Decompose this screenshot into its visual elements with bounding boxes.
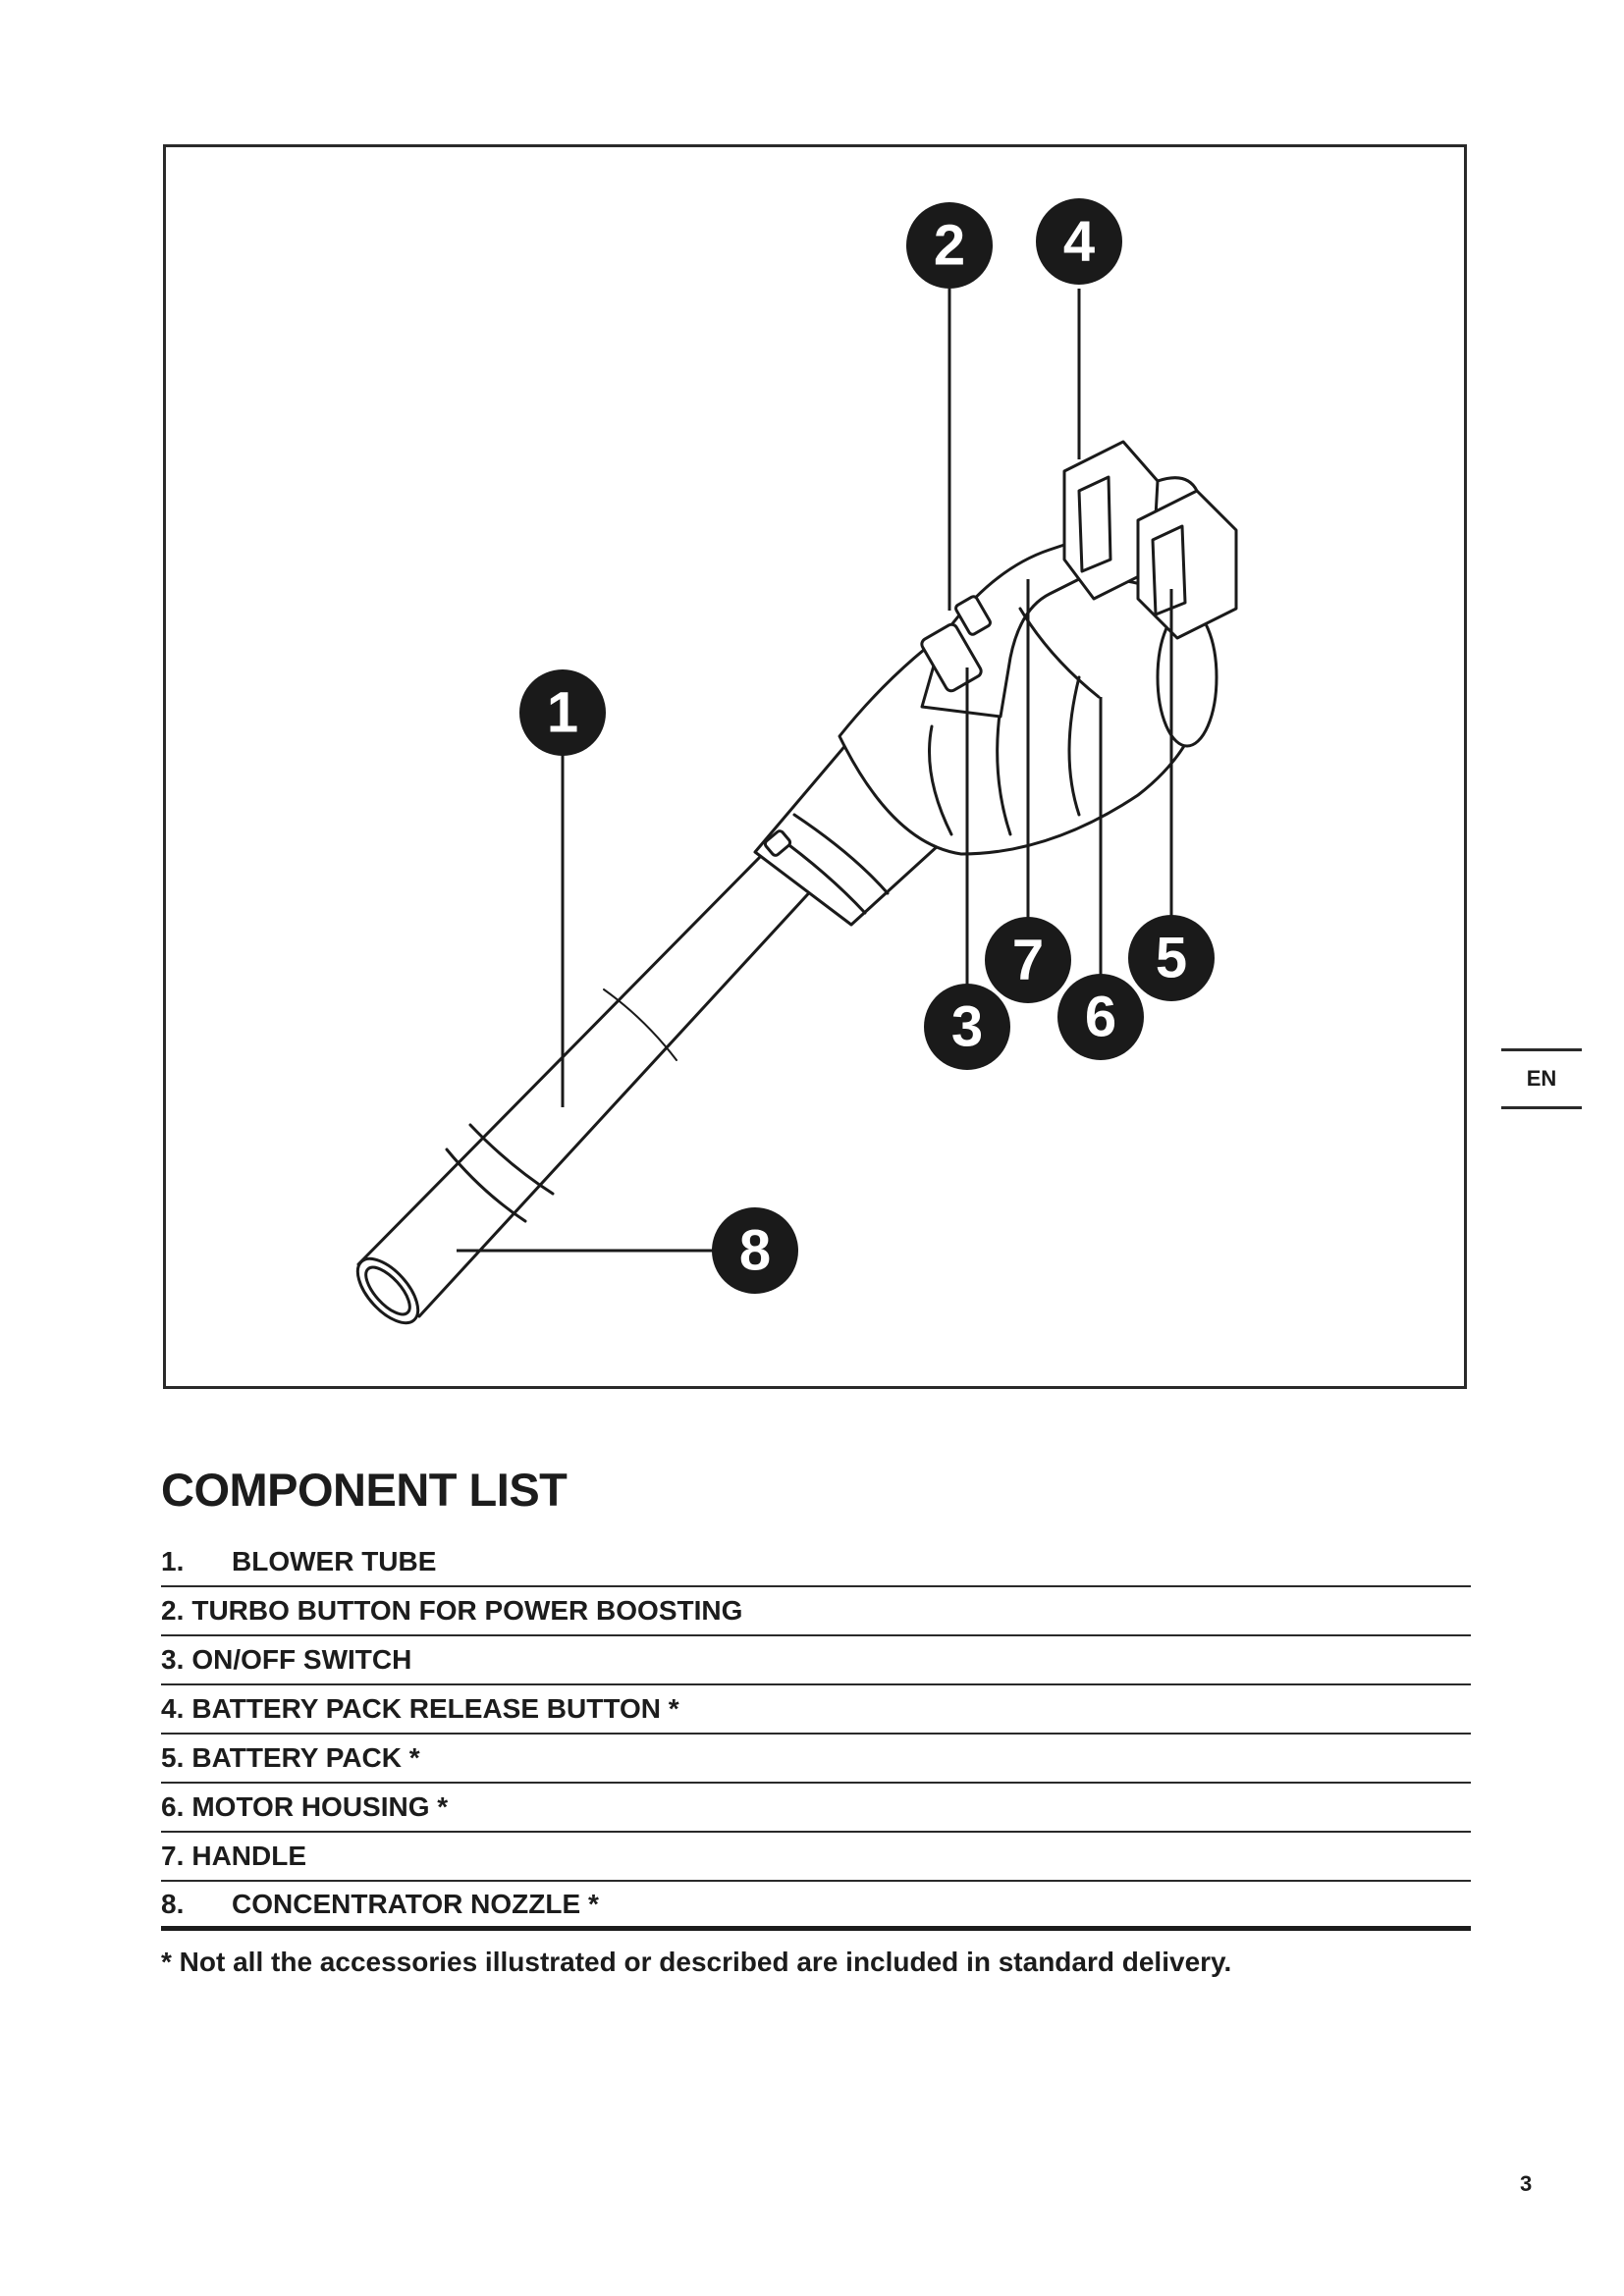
list-item [161,1735,1471,1784]
list-item [161,1587,1471,1636]
callout-1-label: 1 [546,680,579,745]
list-item-number: 2. [161,1595,185,1626]
list-item-number: 1. [161,1546,185,1576]
callout-7-label: 7 [1011,928,1045,992]
callout-5-label: 5 [1155,926,1188,990]
callout-7 [985,917,1071,1003]
callout-8-label: 8 [738,1218,772,1283]
language-tab [1501,1048,1582,1109]
list-item-number: 8. [161,1888,185,1919]
list-item-label: BLOWER TUBE [232,1546,437,1576]
list-item-number: 5. [161,1742,185,1773]
list-item-number: 3. [161,1644,185,1675]
callout-3 [924,984,1010,1070]
callout-5 [1128,915,1215,1001]
callout-2-label: 2 [933,213,966,278]
callout-1 [519,669,606,756]
callout-8 [712,1207,798,1294]
component-list-title: COMPONENT LIST [161,1464,568,1516]
callout-4-label: 4 [1062,209,1096,274]
list-item-label: BATTERY PACK RELEASE BUTTON * [191,1693,679,1724]
list-item [161,1538,1471,1587]
list-item-number: 4. [161,1693,185,1724]
callout-6 [1057,974,1144,1060]
list-item-label: BATTERY PACK * [191,1742,420,1773]
list-item-label: ON/OFF SWITCH [191,1644,412,1675]
figure-frame [163,144,1467,1389]
list-item [161,1685,1471,1735]
page-number: 3 [1520,2171,1533,2196]
list-item-number: 7. [161,1841,185,1871]
language-label: EN [1526,1066,1557,1091]
callout-4 [1036,198,1122,285]
footnote: * Not all the accessories illustrated or described are included in standard delivery. [161,1947,1232,1977]
list-item [161,1636,1471,1685]
callout-6-label: 6 [1084,985,1117,1049]
list-item [161,1833,1471,1882]
list-item [161,1784,1471,1833]
component-list [161,1538,1471,1931]
list-item [161,1882,1471,1931]
list-item-label: HANDLE [191,1841,307,1871]
list-item-number: 6. [161,1791,185,1822]
leaf-blower-drawing [347,442,1236,1333]
callout-2 [906,202,993,289]
callout-3-label: 3 [950,994,984,1059]
list-item-label: CONCENTRATOR NOZZLE * [232,1888,599,1919]
list-item-label: MOTOR HOUSING * [191,1791,449,1822]
list-item-label: TURBO BUTTON FOR POWER BOOSTING [191,1595,743,1626]
leaf-blower-illustration [166,147,1464,1386]
